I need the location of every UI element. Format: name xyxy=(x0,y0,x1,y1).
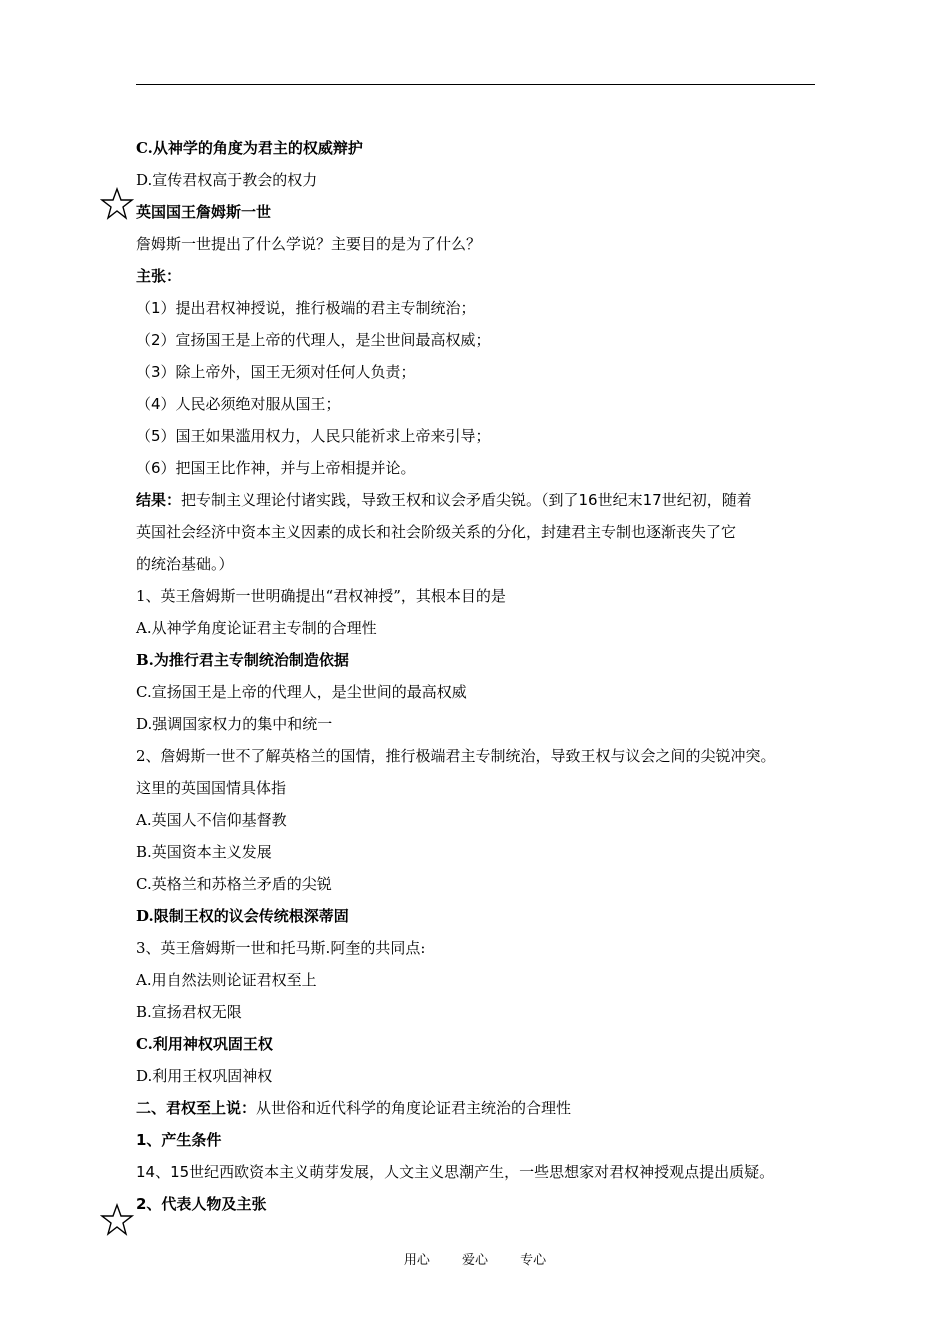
claim-item: （6）把国王比作神，并与上帝相提并论。 xyxy=(136,459,416,477)
result-text: 把专制主义理论付诸实践，导致王权和议会矛盾尖锐。（到了16世纪末17世纪初，随着 xyxy=(181,491,752,509)
q1-option-c: C.宣扬国王是上帝的代理人，是尘世间的最高权威 xyxy=(136,683,467,701)
result-paragraph xyxy=(136,490,752,510)
question-1: 1、英王詹姆斯一世明确提出“君权神授”，其根本目的是 xyxy=(136,587,506,605)
question-text: 詹姆斯一世提出了什么学说？主要目的是为了什么？ xyxy=(136,235,482,253)
q3-option-c-answer: C.利用神权巩固王权 xyxy=(136,1035,273,1053)
q3-option-d: D.利用王权巩固神权 xyxy=(136,1067,273,1085)
q3-option-b: B.宣扬君权无限 xyxy=(136,1003,242,1021)
section-two-heading xyxy=(136,1098,571,1118)
question-2-cont: 这里的英国国情具体指 xyxy=(136,779,287,797)
footer-word: 用心 xyxy=(403,1253,430,1268)
header-rule xyxy=(136,84,815,85)
claim-item: （5）国王如果滥用权力，人民只能祈求上帝来引导； xyxy=(136,427,491,445)
star-icon xyxy=(100,1203,134,1237)
page-footer xyxy=(0,1249,950,1268)
result-label: 结果： xyxy=(136,491,182,509)
claim-item: （4）人民必须绝对服从国王； xyxy=(136,395,341,413)
q2-option-c: C.英格兰和苏格兰矛盾的尖锐 xyxy=(136,875,332,893)
q2-option-a: A.英国人不信仰基督教 xyxy=(136,811,287,829)
section-two-label: 二、君权至上说： xyxy=(136,1099,257,1117)
conditions-text: 14、15世纪西欧资本主义萌芽发展，人文主义思潮产生，一些思想家对君权神授观点提出质疑。 xyxy=(136,1163,775,1181)
question-3: 3、英王詹姆斯一世和托马斯.阿奎的共同点: xyxy=(136,939,426,957)
result-text-cont: 英国社会经济中资本主义因素的成长和社会阶级关系的分化，封建君主专制也逐渐丧失了它 xyxy=(136,523,737,541)
result-text-cont: 的统治基础。） xyxy=(136,555,234,573)
q1-option-a: A.从神学角度论证君主专制的合理性 xyxy=(136,619,377,637)
section-heading-james: 英国国王詹姆斯一世 xyxy=(136,203,272,221)
subheading-representatives: 2、代表人物及主张 xyxy=(136,1195,267,1213)
q2-option-b: B.英国资本主义发展 xyxy=(136,843,272,861)
subheading-conditions: 1、产生条件 xyxy=(136,1131,222,1149)
claim-item: （2）宣扬国王是上帝的代理人，是尘世间最高权威； xyxy=(136,331,491,349)
question-2: 2、詹姆斯一世不了解英格兰的国情，推行极端君主专制统治，导致王权与议会之间的尖锐冲突。 xyxy=(136,747,776,765)
q1-option-b-answer: B.为推行君主专制统治制造依据 xyxy=(136,651,349,669)
q2-option-d-answer: D.限制王权的议会传统根深蒂固 xyxy=(136,907,349,925)
q1-option-d: D.强调国家权力的集中和统一 xyxy=(136,715,333,733)
footer-word: 爱心 xyxy=(461,1253,488,1268)
claims-heading: 主张： xyxy=(136,267,182,285)
option-d: D.宣传君权高于教会的权力 xyxy=(136,171,318,189)
footer-word: 专心 xyxy=(520,1253,547,1268)
claim-item: （3）除上帝外，国王无须对任何人负责； xyxy=(136,363,416,381)
section-two-text: 从世俗和近代科学的角度论证君主统治的合理性 xyxy=(256,1099,572,1117)
q3-option-a: A.用自然法则论证君权至上 xyxy=(136,971,317,989)
option-c-bold: C.从神学的角度为君主的权威辩护 xyxy=(136,139,363,157)
claim-item: （1）提出君权神授说，推行极端的君主专制统治； xyxy=(136,299,476,317)
star-icon xyxy=(100,187,134,221)
